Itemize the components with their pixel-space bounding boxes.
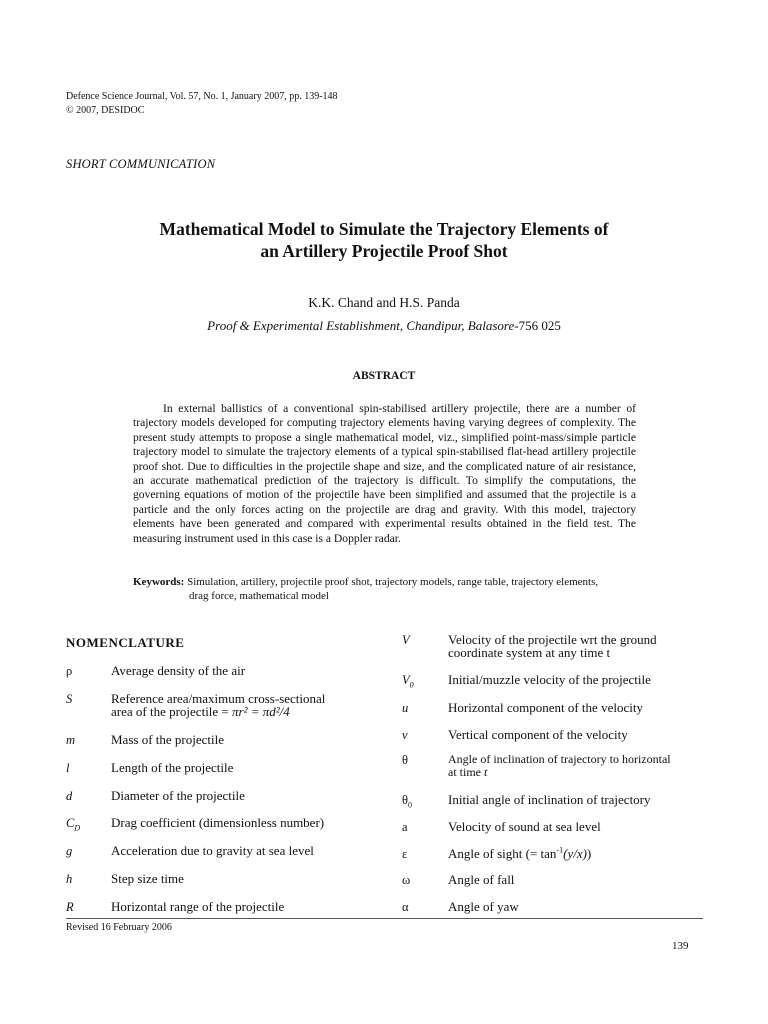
journal-citation bbox=[66, 90, 338, 118]
nom-symbol-rho: ρ bbox=[66, 664, 73, 678]
journal-line: Defence Science Journal, Vol. 57, No. 1, January 2007, pp. 139-148 bbox=[66, 91, 338, 102]
keywords-line-1: Simulation, artillery, projectile proof shot, trajectory models, range table, trajectory elements, bbox=[184, 576, 599, 588]
nom-def-V-line-2: coordinate system at any time t bbox=[448, 645, 611, 660]
nom-def-S-line-1: Reference area/maximum cross-sectional bbox=[111, 691, 326, 706]
nom-def-epsilon: Angle of sight (= $\tan^{-1}(y/x)$) bbox=[448, 845, 592, 861]
nom-symbol-d: d bbox=[66, 789, 73, 803]
nom-symbol-S: S bbox=[66, 692, 73, 706]
copyright-line: © 2007, DESIDOC bbox=[66, 105, 145, 116]
nom-symbol-V: V bbox=[402, 633, 410, 647]
page-number: 139 bbox=[672, 940, 689, 952]
nom-def-alpha: Angle of yaw bbox=[448, 899, 519, 914]
affiliation bbox=[0, 318, 768, 334]
nom-def-h: Step size time bbox=[111, 871, 184, 886]
nom-symbol-CD: $C_D$ bbox=[66, 816, 81, 833]
nom-def-rho: Average density of the air bbox=[111, 663, 246, 678]
nomenclature-heading: NOMENCLATURE bbox=[66, 635, 185, 650]
nom-def-CD: Drag coefficient (dimensionless number) bbox=[111, 815, 325, 830]
nom-def-theta-line-1: Angle of inclination of trajectory to horizontal bbox=[448, 752, 671, 766]
nom-def-S-formula: πr² = πd²/4 bbox=[232, 704, 290, 719]
nom-def-u: Horizontal component of the velocity bbox=[448, 700, 643, 715]
nom-def-V0: Initial/muzzle velocity of the projectile bbox=[448, 672, 651, 687]
nom-def-R: Horizontal range of the projectile bbox=[111, 899, 285, 914]
nom-def-l: Length of the projectile bbox=[111, 760, 234, 775]
nom-def-theta0: Initial angle of inclination of trajectory bbox=[448, 792, 651, 807]
nom-symbol-theta: θ bbox=[402, 753, 408, 767]
paper-title bbox=[0, 218, 768, 262]
nom-def-d: Diameter of the projectile bbox=[111, 788, 245, 803]
authors: K.K. Chand and H.S. Panda bbox=[308, 295, 460, 310]
abstract-heading: ABSTRACT bbox=[352, 370, 416, 382]
affiliation-name: Proof & Experimental Establishment, Chandipur, Balasore- bbox=[207, 318, 519, 333]
nom-symbol-g: g bbox=[66, 844, 73, 858]
nom-symbol-R: R bbox=[66, 900, 74, 914]
nom-symbol-u: u bbox=[402, 701, 409, 715]
keywords-label: Keywords: bbox=[133, 576, 185, 588]
affiliation-code: 756 025 bbox=[518, 318, 561, 333]
nom-symbol-a: a bbox=[402, 820, 408, 834]
title-line-1: Mathematical Model to Simulate the Trajectory Elements of bbox=[159, 219, 609, 239]
nom-def-a: Velocity of sound at sea level bbox=[448, 819, 601, 834]
nom-def-theta: Angle of inclination of trajectory to horizontal at time t bbox=[448, 753, 710, 779]
nom-symbol-omega: ω bbox=[402, 873, 411, 887]
section-label: SHORT COMMUNICATION bbox=[66, 157, 216, 171]
nom-def-m: Mass of the projectile bbox=[111, 732, 224, 747]
nom-symbol-m: m bbox=[66, 733, 76, 747]
revised-date: Revised 16 February 2006 bbox=[66, 922, 172, 933]
nom-symbol-alpha: α bbox=[402, 900, 409, 914]
nom-def-V bbox=[448, 633, 710, 659]
nom-symbol-V0: $V_0$ bbox=[402, 673, 414, 690]
keywords bbox=[133, 575, 653, 603]
nom-def-S bbox=[111, 692, 386, 718]
keywords-line-2: drag force, mathematical model bbox=[189, 590, 329, 602]
footer-rule bbox=[66, 918, 703, 919]
nom-symbol-l: l bbox=[66, 761, 70, 775]
title-line-2: an Artillery Projectile Proof Shot bbox=[260, 241, 508, 261]
nom-def-S-line-2: area of the projectile = bbox=[111, 704, 233, 719]
nom-symbol-epsilon: ε bbox=[402, 847, 408, 861]
nom-def-omega: Angle of fall bbox=[448, 872, 515, 887]
abstract-text: In external ballistics of a conventional spin-stabilised artillery projectile, there are a number of trajectory models developed for computing trajectory elements having varying degrees of complexity. The present study attempts to propose a single mathematical model, viz., simplified point-mass/simple particle trajectory model to simulate the trajectory elements of a typical spin-stabilised flat-head artillery projectile proof shot. Due to difficulties in the projectile shape and size, and the complicated nature of air resistance, an accurate mathematical prediction of the trajectory is difficult. To simplify the computations, the governing equations of motion of the projectile have been simplified and assumed that the projectile is a particle and the only forces acting on the projectile are drag and gravity. With this model, trajectory elements have been generated and compared with experimental results obtained in the field test. The measuring instrument used in this case is a Doppler radar. bbox=[133, 402, 636, 545]
nom-symbol-theta0: $\theta_0$ bbox=[402, 793, 412, 810]
nom-def-V-line-1: Velocity of the projectile wrt the ground bbox=[448, 632, 657, 647]
nom-def-v: Vertical component of the velocity bbox=[448, 727, 628, 742]
nom-symbol-h: h bbox=[66, 872, 73, 886]
nom-def-g: Acceleration due to gravity at sea level bbox=[111, 843, 314, 858]
nom-symbol-v: v bbox=[402, 728, 408, 742]
